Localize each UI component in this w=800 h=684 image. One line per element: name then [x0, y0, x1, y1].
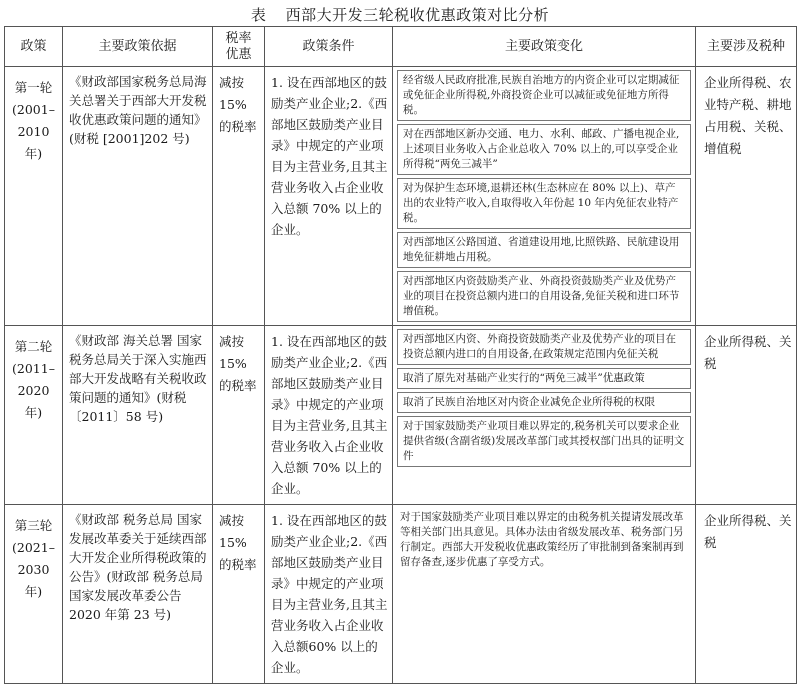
- tax-rate-cell: 减按 15% 的税率: [213, 505, 265, 684]
- era-years: (2021–: [12, 540, 55, 555]
- policy-change-item: 对于国家鼓励类产业项目难以界定的由税务机关提请发展改革等相关部门出具意见。具体办法由省级发展改革、税务部门另行制定。西部大开发税收优惠政策经历了审批制到备案制再到留存备查,逐步优惠了享受方式。: [400, 511, 684, 568]
- policy-changes-cell: [393, 67, 696, 326]
- era-name: 第二轮: [14, 339, 53, 354]
- policy-change-item: 对西部地区公路国道、省道建设用地,比照铁路、民航建设用地免征耕地占用税。: [397, 232, 691, 268]
- table-row-round-3: [5, 505, 797, 684]
- table-row-round-2: [5, 326, 797, 505]
- era-years-end: 2020 年): [17, 383, 50, 420]
- table-title-text: 西部大开发三轮税收优惠政策对比分析: [285, 6, 550, 24]
- table-title: [0, 4, 800, 25]
- header-cell-taxes: 主要涉及税种: [696, 27, 797, 67]
- policy-changes-cell: [393, 326, 696, 505]
- header-cell-conditions: 政策条件: [265, 27, 393, 67]
- era-years-end: 2010 年): [17, 124, 50, 161]
- era-cell: [5, 326, 63, 505]
- table-row-round-1: [5, 67, 797, 326]
- policy-change-item: 对在西部地区新办交通、电力、水利、邮政、广播电视企业,上述项目业务收入占企业总收入 70% 以上的,可以享受企业所得税“两免三减半”: [397, 124, 691, 175]
- tax-types-cell: 企业所得税、农业特产税、耕地占用税、关税、增值税: [696, 67, 797, 326]
- policy-change-item: 经省级人民政府批准,民族自治地方的内资企业可以定期减征或免征企业所得税,外商投资企业可以减征或免征地方所得税。: [397, 70, 691, 121]
- tax-rate-cell: 减按 15% 的税率: [213, 67, 265, 326]
- policy-change-item: 对西部地区内资鼓励类产业、外商投资鼓励类产业及优势产业的项目在投资总额内进口的自用设备,免征关税和进口环节增值税。: [397, 271, 691, 322]
- policy-change-item: 对于国家鼓励类产业项目难以界定的,税务机关可以要求企业提供省级(含副省级)发展改革部门或其授权部门出具的证明文件: [397, 416, 691, 467]
- policy-change-item: 对为保护生态环境,退耕还林(生态林应在 80% 以上)、草产出的农业特产收入,自取得收入年份起 10 年内免征农业特产税。: [397, 178, 691, 229]
- era-name: 第一轮: [14, 80, 53, 95]
- policy-change-item: 取消了原先对基础产业实行的“两免三减半”优惠政策: [397, 368, 691, 389]
- era-name: 第三轮: [14, 518, 53, 533]
- policy-basis-cell: 《财政部国家税务总局海关总署关于西部大开发税收优惠政策问题的通知》(财税 [2001]202 号): [63, 67, 213, 326]
- header-cell-basis: 主要政策依据: [63, 27, 213, 67]
- tax-types-cell: 企业所得税、关税: [696, 505, 797, 684]
- era-cell: [5, 67, 63, 326]
- era-years-end: 2030 年): [17, 562, 50, 599]
- policy-change-item: 对西部地区内资、外商投资鼓励类产业及优势产业的项目在投资总额内进口的自用设备,在政策规定范围内免征关税: [397, 329, 691, 365]
- policy-change-item: 取消了民族自治地区对内资企业减免企业所得税的权限: [397, 392, 691, 413]
- header-cell-changes: 主要政策变化: [393, 27, 696, 67]
- policy-conditions-cell: 1. 设在西部地区的鼓励类产业企业;2.《西部地区鼓励类产业目录》中规定的产业项目为主营业务,且其主营业务收入占企业收入总额60% 以上的企业。: [265, 505, 393, 684]
- policy-basis-cell: 《财政部 海关总署 国家税务总局关于深入实施西部大开发战略有关税收政策问题的通知》(财税〔2011〕58 号): [63, 326, 213, 505]
- policy-changes-cell: [393, 505, 696, 684]
- tax-types-cell: 企业所得税、关税: [696, 326, 797, 505]
- table-title-label: 表: [250, 6, 267, 24]
- tax-rate-cell: 减按 15% 的税率: [213, 326, 265, 505]
- era-years: (2011–: [12, 361, 55, 376]
- policy-comparison-table: [4, 26, 797, 684]
- era-cell: [5, 505, 63, 684]
- policy-conditions-cell: 1. 设在西部地区的鼓励类产业企业;2.《西部地区鼓励类产业目录》中规定的产业项目为主营业务,且其主营业务收入占企业收入总额 70% 以上的企业。: [265, 67, 393, 326]
- header-row: [5, 27, 797, 67]
- header-cell-rate: 税率优惠: [213, 27, 265, 67]
- era-years: (2001–: [12, 102, 55, 117]
- header-cell-policy: 政策: [5, 27, 63, 67]
- policy-conditions-cell: 1. 设在西部地区的鼓励类产业企业;2.《西部地区鼓励类产业目录》中规定的产业项目为主营业务,且其主营业务收入占企业收入总额 70% 以上的企业。: [265, 326, 393, 505]
- policy-basis-cell: 《财政部 税务总局 国家发展改革委关于延续西部大开发企业所得税政策的公告》(财政部 税务总局 国家发展改革委公告 2020 年第 23 号): [63, 505, 213, 684]
